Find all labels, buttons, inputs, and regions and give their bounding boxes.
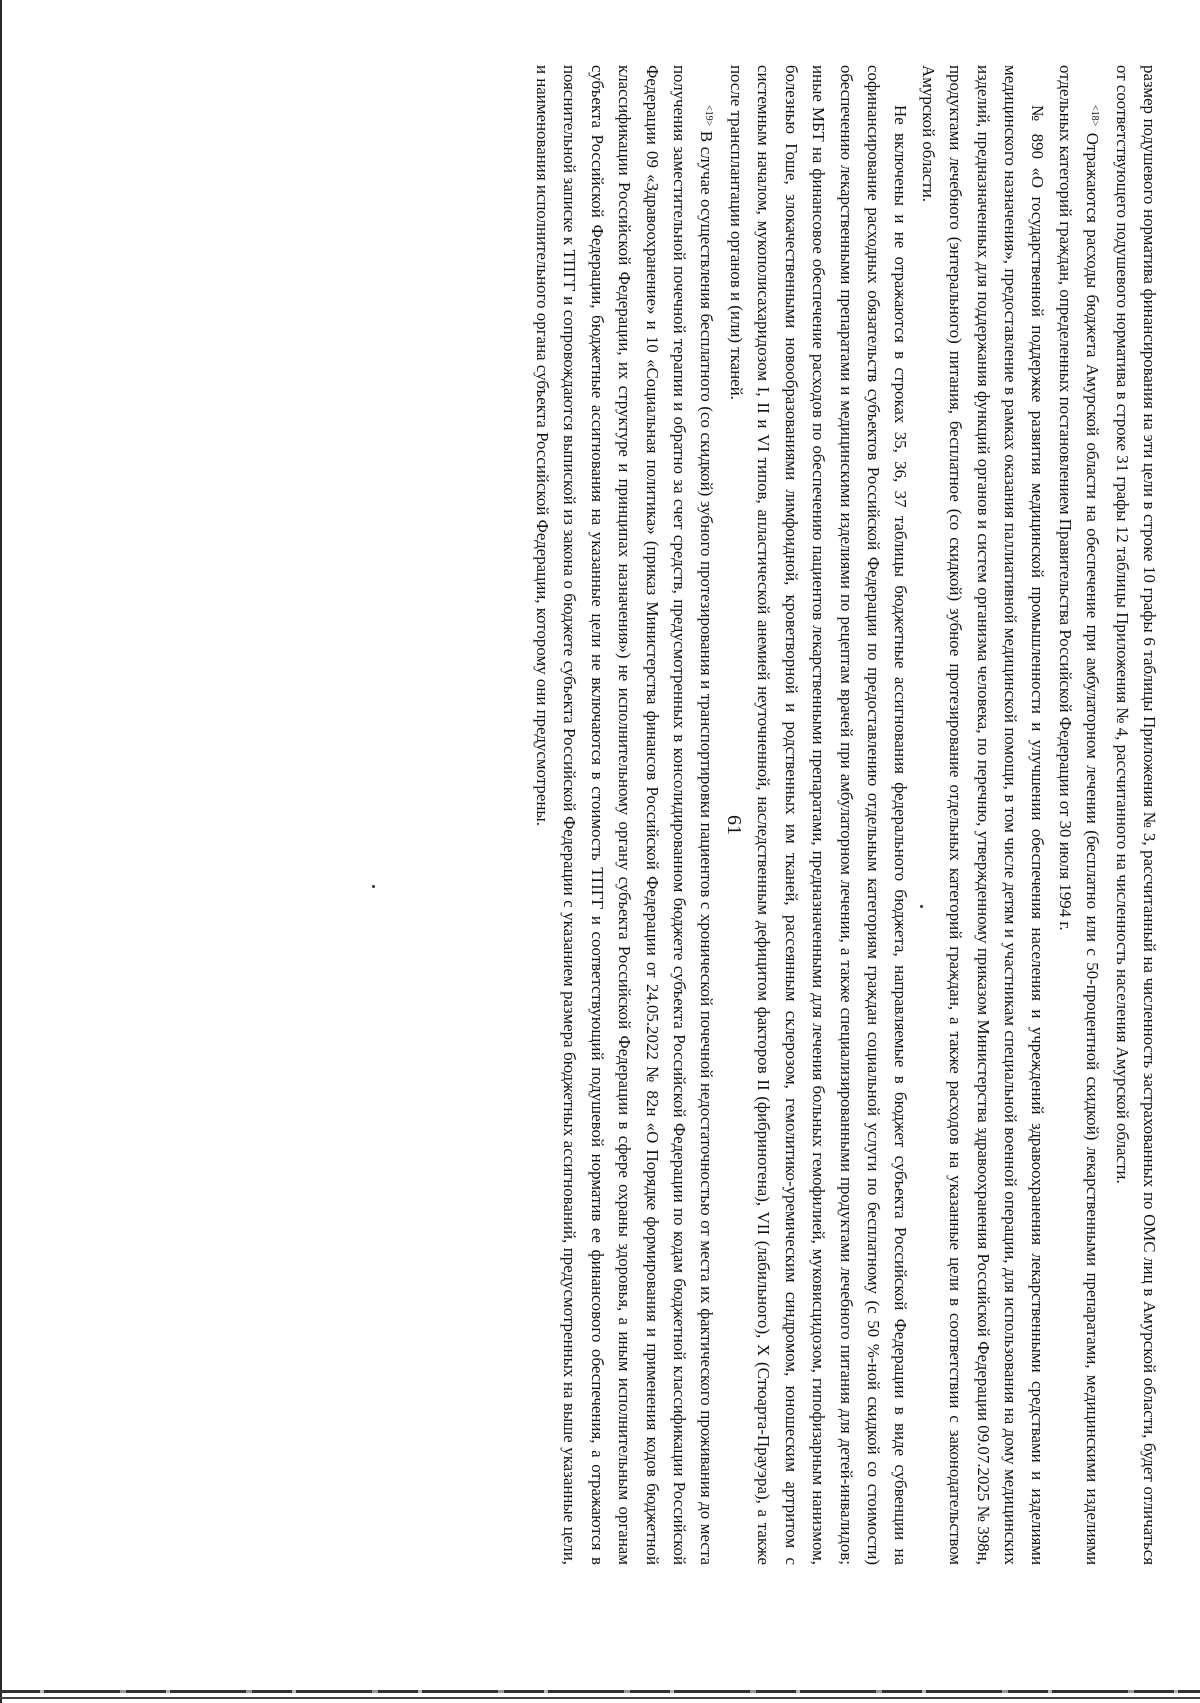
scan-edge-left bbox=[0, 0, 2, 1703]
paragraph-text: № 890 «О государственной поддержке развития медицинской промышленности и улучшении обеспечения населения и учреждений здравоохранения лекарственными средствами и изделиями медицинского назначения», предоставление в рамках оказания паллиативной медицинской помощи, в том числе детям и участникам специальной военной операции, для использования на дому медицинских изделий, предназначенных для поддержания функций органов и систем организма человека, по перечню, утвержденному приказом Министерства здравоохранения Российской Федерации 09.07.2025 № 398н, продуктами лечебного (энтерального) питания, бесплатное (со скидкой) зубное протезирование отдельных категорий граждан, а также расходов на указанные цели в соответствии с законодательством Амурской области. bbox=[918, 65, 1048, 1565]
footnote-18-paragraph-3 bbox=[723, 65, 915, 1565]
paragraph-text: Отражаются расходы бюджета Амурской области на обеспечение при амбулаторном лечении (бесплатно или с 50-процентной скидкой) лекарственными препаратами, медицинскими изделиями отдельных категорий граждан, определенных постановлением Правительства Российской Федерации от 30 июля 1994 г. bbox=[1055, 65, 1103, 1565]
paragraph-text: Не включены и не отражаются в строках 35, 36, 37 таблицы бюджетные ассигнования федерального бюджета, направляемые в бюджет субъекта Российской Федерации в виде субвенции на софинансирование расходных обязательств субъектов Российской Федерации по предоставлению отдельным категориям граждан социальной услуги по бесплатному (с 50 %-ной скидкой со стоимости) обеспечению лекарственными препаратами и медицинскими изделиями по рецептам врачей при амбулаторном лечении, а также специализированными продуктами лечебного питания для детей-инвалидов; иные МБТ на финансовое обеспечение расходов по обеспечению пациентов лекарственными препаратами, предназначенными для лечения больных гемофилией, муковисцидозом, гипофизарным нанизмом, болезнью Гоше, злокачественными новообразованиями лимфоидной, кроветворной и родственных им тканей, рассеянным склерозом, гемолитико-уремическим синдромом, юношеским артритом с системным началом, мукополисахаридозом I, II и VI типов, апластической анемией неуточненной, наследственным дефицитом факторов II (фибриногена), VII (лабильного), X (Стюарта-Прауэра), а также после трансплантации органов и (или) тканей. bbox=[726, 65, 911, 1565]
scan-edge-bottom-line bbox=[0, 1697, 1200, 1699]
paragraph-text: В случае осуществления бесплатного (со скидкой) зубного протезирования и транспортировки пациентов с хронической почечной недостаточностью от места их фактического проживания до места получения заместительной почечной терапии и обратно за счет средств, предусмотренных в консолидированном бюджете субъекта Российской Федерации по кодам бюджетной классификации Российской Федерации 09 «Здравоохранение» и 10 «Социальная политика» (приказ Министерства финансов Российской Федерации от 24.05.2022 № 82н «О Порядке формирования и применения кодов бюджетной классификации Российской Федерации, их структуре и принципах назначения») не исполнительному органу субъекта Российской Федерации в сфере охраны здоровья, а иным исполнительным органам субъекта Российской Федерации, бюджетные ассигнования на указанные цели не включаются в стоимость ТПГГ и соответствующий подушевой норматив ее финансового обеспечения, а отражаются в пояснительной записке к ТПГГ и сопровождаются выпиской из закона о бюджете субъекта Российской Федерации с указанием размера бюджетных ассигнований, предусмотренных на выше указанные цели, и наименования исполнительного органа субъекта Российской Федерации, которому они предусмотрены. bbox=[533, 65, 717, 1565]
document-body bbox=[529, 65, 1163, 1565]
scan-edge-bottom bbox=[0, 1690, 1200, 1693]
rotated-page bbox=[120, 25, 1195, 1635]
footnote-19-paragraph-1 bbox=[529, 65, 723, 1565]
footnote-marker: <19> bbox=[703, 105, 715, 127]
footnote-18-paragraph-1 bbox=[1051, 65, 1108, 1565]
footnote-marker: <18> bbox=[1089, 105, 1101, 127]
scan-speck bbox=[920, 905, 923, 908]
page-number: 61 bbox=[723, 815, 745, 835]
paragraph-text: размер подушевого норматива финансирования на эти цели в строке 10 графы 6 таблицы Приложения № 3, рассчитанный на численность застрахованных по ОМС лиц в Амурской области, будет отличаться от соответствующего подушевого норматива в строке 31 графы 12 таблицы Приложения № 4, рассчитанного на численность населения Амурской области. bbox=[1112, 65, 1159, 1565]
paragraph-continuation bbox=[1108, 65, 1163, 1565]
footnote-18-paragraph-2 bbox=[914, 65, 1051, 1565]
scan-speck bbox=[372, 885, 375, 888]
